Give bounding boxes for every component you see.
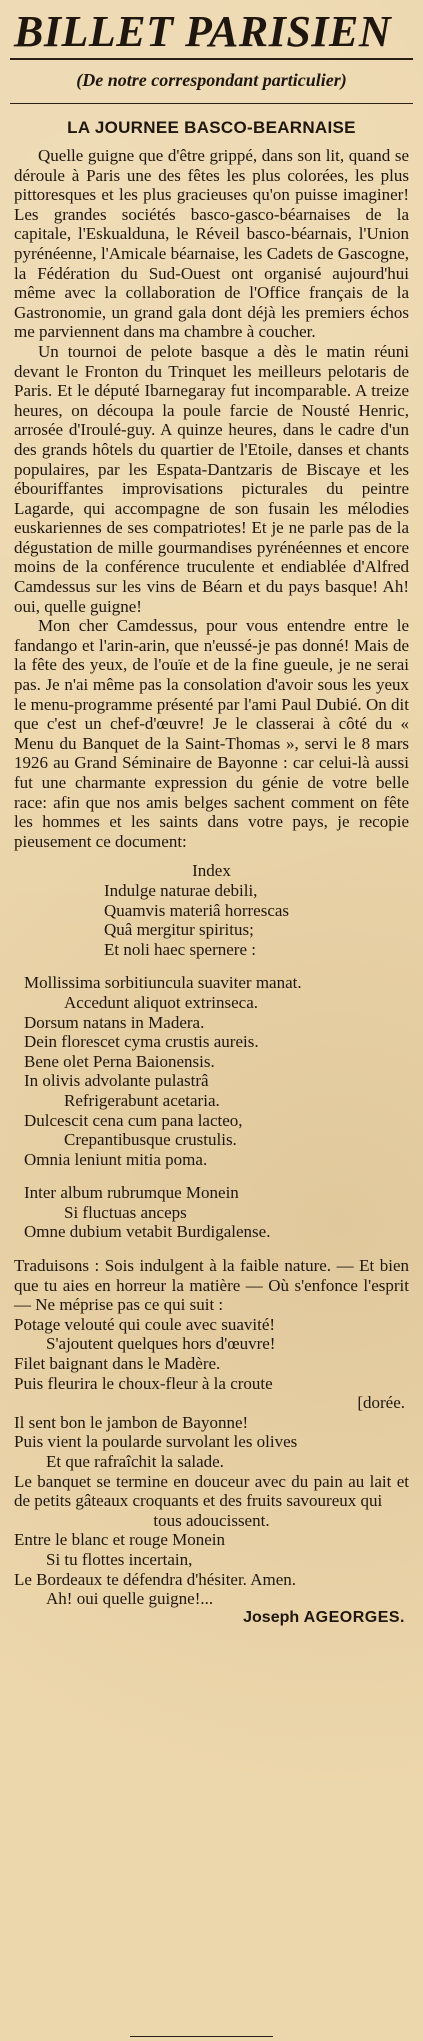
menu-dishes	[14, 973, 409, 1169]
menu-dish: Omnia leniunt mitia poma.	[24, 1149, 208, 1169]
menu-dish: Bene olet Perna Baionensis.	[24, 1051, 215, 1071]
translation-line: Potage velouté qui coule avec suavité!	[14, 1314, 276, 1334]
masthead: BILLET PARISIEN	[14, 7, 392, 56]
translation-line: Et que rafraîchit la salade.	[46, 1452, 224, 1471]
paragraph-2: Un tournoi de pelote basque a dès le matin réuni devant le Fronton du Trinquet les meilleurs pelotaris de Paris. Et le député Ibarnegaray fut incomparable. A treize heures, on découpa la poule farcie de Nousté Henric, arrosée d'Iroulé-guy. A quinze heures, dans le cadre d'un des grands hôtels du quartier de l'Etoile, danses et chants populaires, par les Espata-Dantzaris de Biscaye et les ébouriffantes improvisations picturales du peintre Lagarde, qui accompagne de son fusain les mélodies euskariennes de ses compatriotes! Et je ne parle pas de la dégustation de mille gourmandises pyrénéennes et encore moins de la conférence truculente et endiablée d'Alfred Camdessus sur les vins de Béarn et du pays basque! Ah! oui, quelle guigne!	[14, 341, 409, 616]
paragraph-1: Quelle guigne que d'être grippé, dans son lit, quand se déroule à Paris une des fêtes les plus colorées, les plus pittoresques et les plus gracieuses qu'on puisse imaginer! Les grandes sociétés basco-gasco-béarnaises de la capitale, l'Eskualduna, le Réveil basco-béarnais, l'Union pyrénéenne, l'Amicale béarnaise, les Cadets de Gascogne, la Fédération du Sud-Ouest ont organisé aujourd'hui même avec la collaboration de l'Office français de la Gastronomie, un grand gala dont déjà les premiers échos me parviennent dans ma chambre à coucher.	[14, 146, 409, 342]
menu-dish: Mollissima sorbitiuncula suaviter manat.	[24, 973, 302, 993]
translation-line: Filet baignant dans le Madère.	[14, 1354, 221, 1374]
menu-index-line: Et noli haec spernere :	[104, 939, 256, 959]
menu-dish: Crepantibusque crustulis.	[64, 1130, 237, 1150]
translation-line: Puis vient la poularde survolant les olives	[14, 1432, 298, 1452]
menu-dish: Dorsum natans in Madera.	[24, 1012, 205, 1032]
subtitle: (De notre correspondant particulier)	[76, 70, 347, 90]
menu-dish: Accedunt aliquot extrinseca.	[64, 992, 259, 1012]
subtitle-rule	[10, 103, 413, 104]
translation-dessert: Le banquet se termine en douceur avec du pain au lait et de petits gâteaux croquants et des fruits savoureux qui	[14, 1471, 409, 1511]
menu-index	[14, 861, 409, 959]
menu-index-title: Index	[192, 861, 231, 881]
menu-wine: Omne dubium vetabit Burdigalense.	[24, 1222, 271, 1242]
menu-wine: Si fluctuas anceps	[64, 1202, 187, 1222]
translation-dessert-end: tous adoucissent.	[153, 1510, 270, 1530]
signature-last-name: AGEORGES.	[303, 1608, 405, 1626]
menu-dish: Dulcescit cena cum pana lacteo,	[24, 1110, 243, 1130]
translation-closing-line: Le Bordeaux te défendra d'hésiter. Amen.	[14, 1569, 297, 1589]
translation	[14, 1256, 409, 1609]
signature-first-name: Joseph	[243, 1608, 300, 1626]
translation-intro: Traduisons : Sois indulgent à la faible nature. — Et bien que tu aies en horreur la matière — Où s'enfonce l'esprit — Ne méprise pas ce qui suit :	[14, 1256, 409, 1315]
translation-line: Il sent bon le jambon de Bayonne!	[14, 1412, 249, 1432]
paragraph-3: Mon cher Camdessus, pour vous entendre entre le fandango et l'arin-arin, que n'eussé-je pas donné! Mais de la fête des yeux, de l'ouïe et de la fine gueule, je ne serai pas. Je n'ai même pas la consolation d'avoir sous les yeux le menu-programme présenté par l'ami Paul Dubié. On dit que c'est un chef-d'œuvre! Je le classerai à côté du « Menu du Banquet de la Saint-Thomas », servi le 8 mars 1926 au Grand Séminaire de Bayonne : car celui-là aussi fut une charmante expression du génie de votre belle race: afin que nos amis belges sachent comment on fête les hommes et les saints dans votre pays, je recopie pieusement ce document:	[14, 616, 409, 851]
translation-line: S'ajoutent quelques hors d'œuvre!	[46, 1334, 276, 1354]
masthead-rule	[10, 58, 413, 60]
menu-index-line: Indulge naturae debili,	[104, 880, 258, 900]
section-title: LA JOURNEE BASCO-BEARNAISE	[67, 118, 356, 137]
menu-index-line: Quâ mergitur spiritus;	[104, 920, 254, 940]
menu-index-line: Quamvis materiâ horrescas	[104, 900, 290, 920]
menu-dish: Refrigerabunt acetaria.	[64, 1090, 220, 1110]
translation-closing-line: Entre le blanc et rouge Monein	[14, 1530, 226, 1550]
menu-dish: Dein florescet cyma crustis aureis.	[24, 1032, 259, 1052]
menu-wine: Inter album rubrumque Monein	[24, 1183, 239, 1203]
signature	[14, 1609, 409, 1627]
translation-line: [dorée.	[357, 1393, 405, 1413]
translation-closing-line: Si tu flottes incertain,	[46, 1549, 193, 1569]
translation-closing-line: Ah! oui quelle guigne!...	[46, 1589, 214, 1609]
translation-line: Puis fleurira le choux-fleur à la croute	[14, 1373, 273, 1393]
menu-dish: In olivis advolante pulastrâ	[24, 1071, 209, 1091]
menu-wines	[14, 1183, 409, 1242]
bottom-rule	[130, 2036, 273, 2037]
